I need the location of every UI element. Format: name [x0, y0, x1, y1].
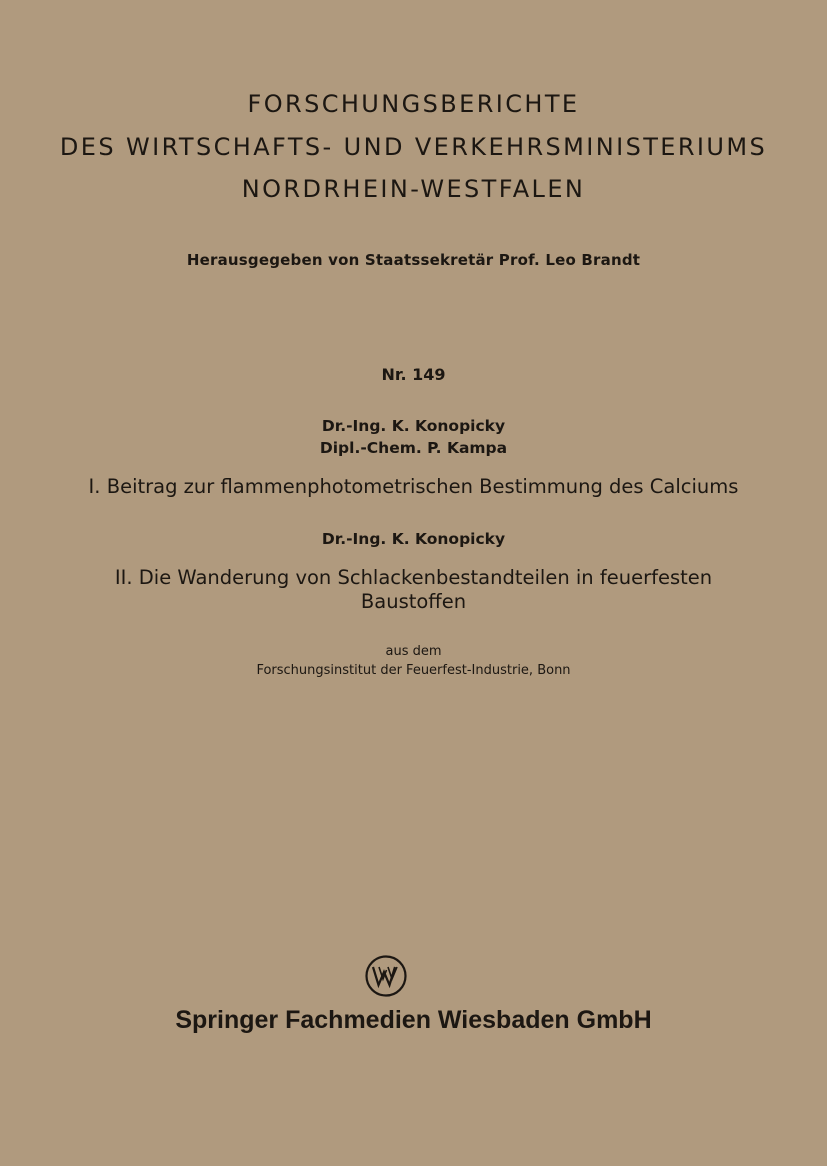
part1-author-2: Dipl.-Chem. P. Kampa [319, 439, 508, 457]
part2-author: Dr.-Ing. K. Konopicky [321, 530, 506, 548]
editor-line: Herausgegeben von Staatssekretär Prof. Leo Brandt [186, 251, 641, 269]
part2-title-line-2: Baustoffen [360, 590, 467, 613]
institute-line-1: aus dem [385, 644, 442, 659]
series-title-line-3: NORDRHEIN-WESTFALEN [241, 175, 586, 203]
series-title-line-2: DES WIRTSCHAFTS- UND VERKEHRSMINISTERIUMS [59, 133, 768, 161]
series-title-line-1: FORSCHUNGSBERICHTE [247, 90, 580, 118]
part1-author-1: Dr.-Ing. K. Konopicky [321, 417, 506, 435]
publisher-name: Springer Fachmedien Wiesbaden GmbH [175, 1006, 652, 1034]
part1-title: I. Beitrag zur flammenphotometrischen Bestimmung des Calciums [88, 475, 739, 498]
report-number: Nr. 149 [381, 365, 446, 384]
institute-line-2: Forschungsinstitut der Feuerfest-Industrie, Bonn [256, 663, 571, 678]
springer-w-emblem-icon [364, 954, 408, 998]
part2-title-line-1: II. Die Wanderung von Schlackenbestandteilen in feuerfesten [114, 566, 713, 589]
